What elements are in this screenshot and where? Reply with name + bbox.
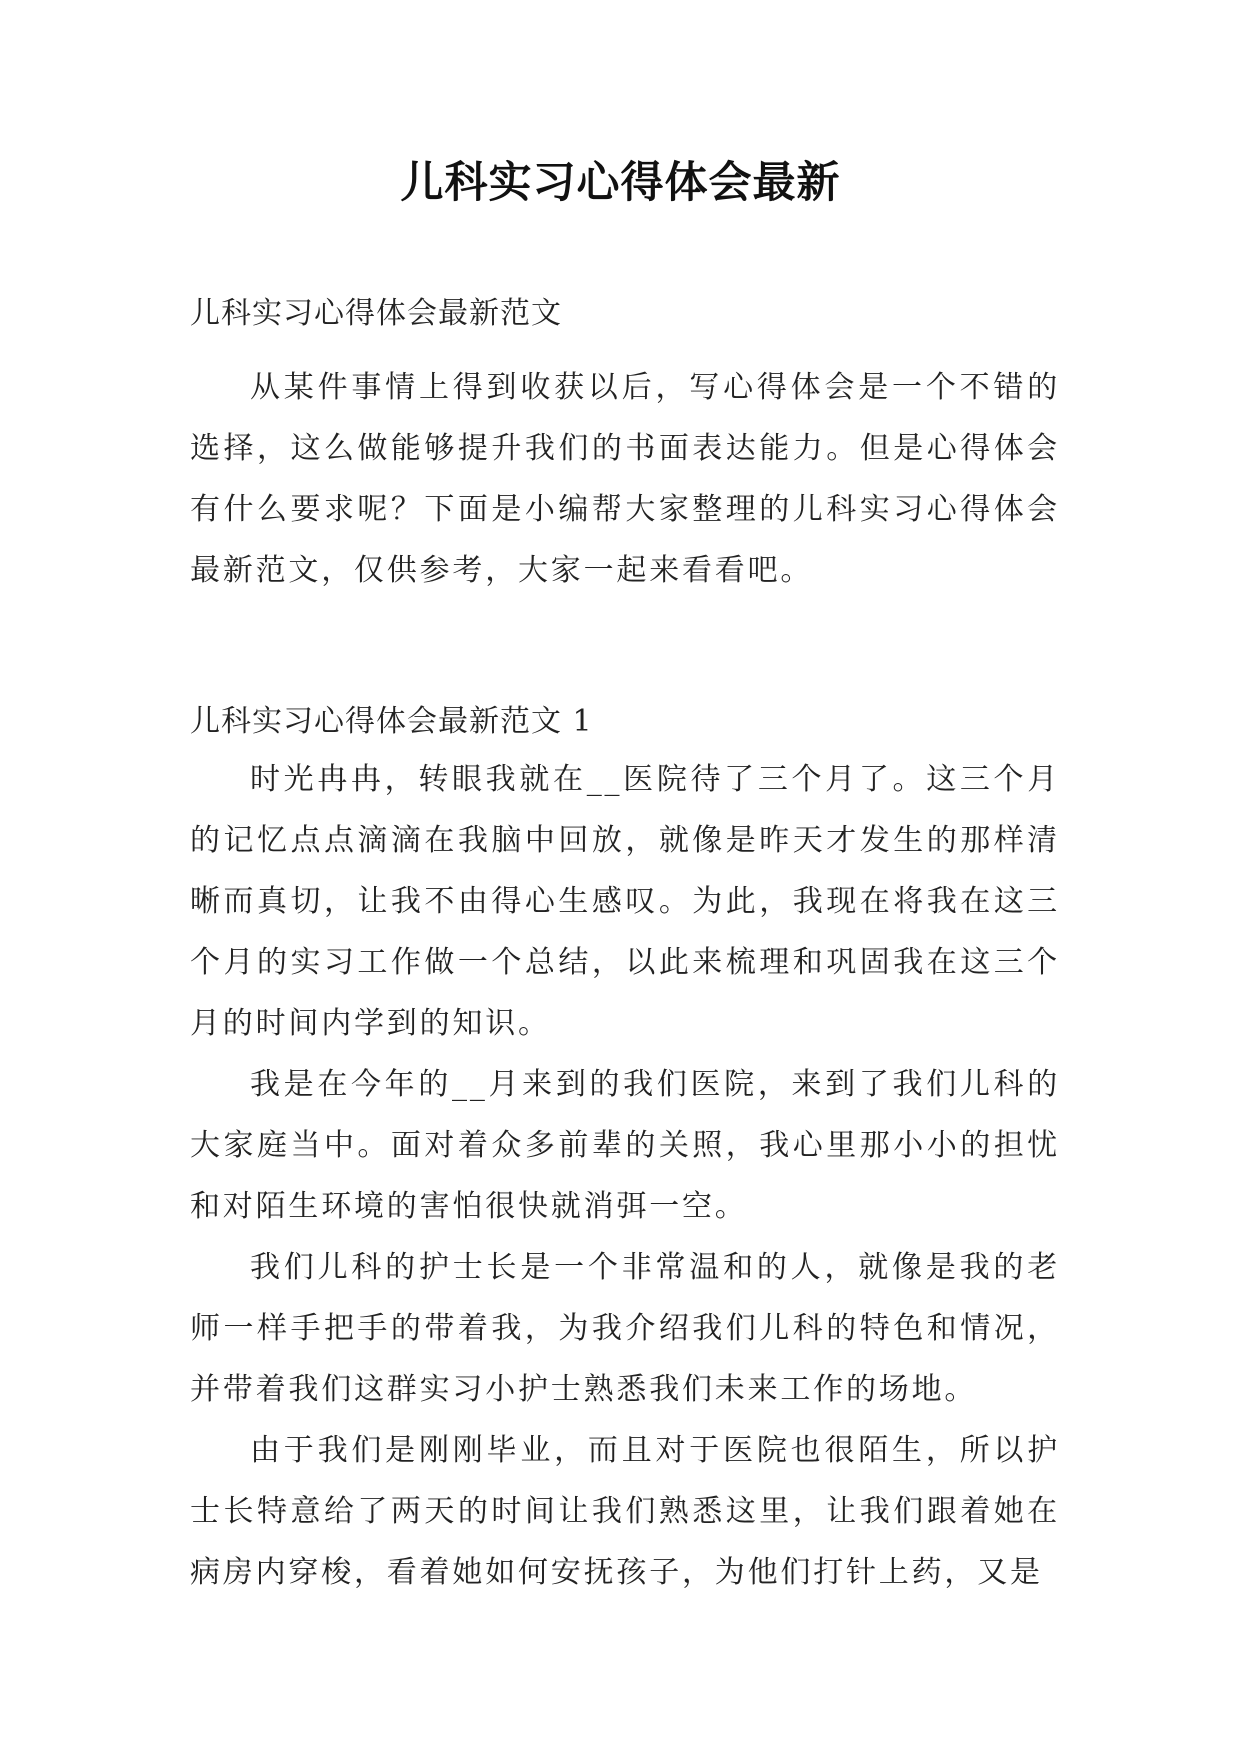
body-paragraph: 由于我们是刚刚毕业，而且对于医院也很陌生，所以护士长特意给了两天的时间让我们熟悉这里，让我们跟着她在病房内穿梭，看着她如何安抚孩子，为他们打针上药，又是 xyxy=(190,1433,1060,1590)
body-paragraph: 时光冉冉，转眼我就在__医院待了三个月了。这三个月的记忆点点滴滴在我脑中回放，就像是昨天才发生的那样清晰而真切，让我不由得心生感叹。为此，我现在将我在这三个月的实习工作做一个总结，以此来梳理和巩固我在这三个月的时间内学到的知识。 xyxy=(190,762,1060,1041)
intro-block xyxy=(190,357,1060,601)
document-subtitle: 儿科实习心得体会最新范文 xyxy=(190,296,562,331)
section-body xyxy=(190,749,1060,1603)
intro-paragraph: 从某件事情上得到收获以后，写心得体会是一个不错的选择，这么做能够提升我们的书面表达能力。但是心得体会有什么要求呢？下面是小编帮大家整理的儿科实习心得体会最新范文，仅供参考，大家一起来看看吧。 xyxy=(190,370,1060,588)
body-paragraph: 我们儿科的护士长是一个非常温和的人，就像是我的老师一样手把手的带着我，为我介绍我们儿科的特色和情况，并带着我们这群实习小护士熟悉我们未来工作的场地。 xyxy=(190,1250,1060,1407)
section-title: 儿科实习心得体会最新范文 1 xyxy=(190,704,593,739)
body-paragraph: 我是在今年的__月来到的我们医院，来到了我们儿科的大家庭当中。面对着众多前辈的关照，我心里那小小的担忧和对陌生环境的害怕很快就消弭一空。 xyxy=(190,1067,1060,1224)
document-title: 儿科实习心得体会最新 xyxy=(400,158,841,208)
